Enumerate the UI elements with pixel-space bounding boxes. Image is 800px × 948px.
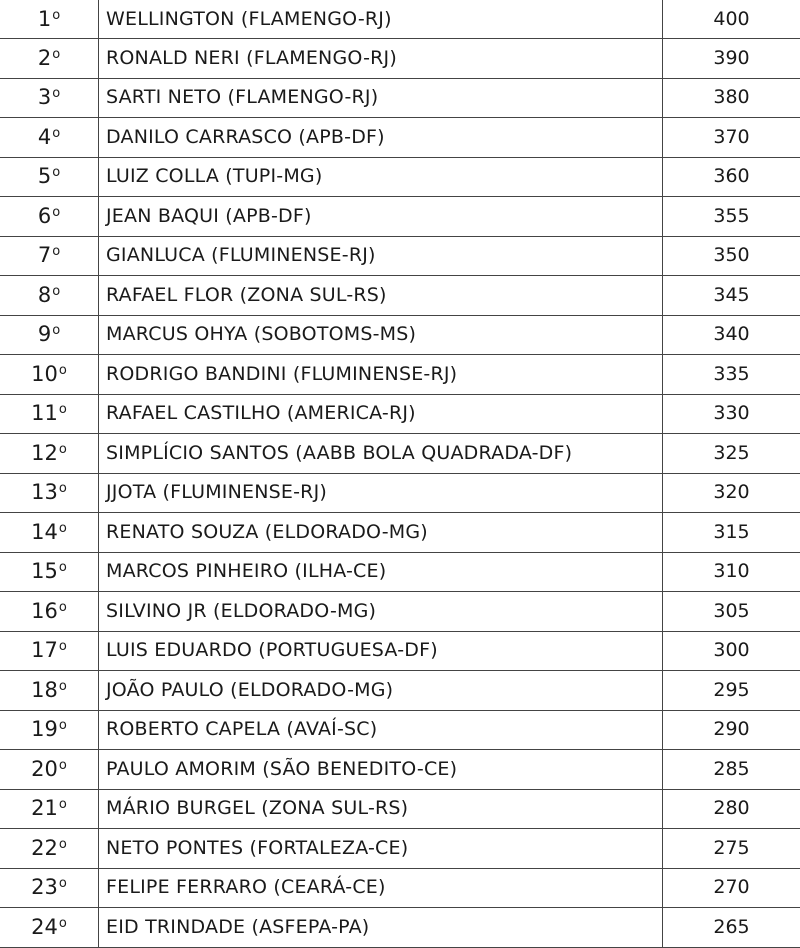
points-cell: 355 xyxy=(663,197,800,237)
table-row xyxy=(0,157,800,197)
table-row xyxy=(0,315,800,355)
position-cell xyxy=(0,473,99,513)
position-cell xyxy=(0,39,99,79)
table-row xyxy=(0,394,800,434)
position-number: 7 xyxy=(38,245,51,266)
points-cell: 380 xyxy=(663,78,800,118)
position-cell xyxy=(0,552,99,592)
table-row xyxy=(0,671,800,711)
ordinal-indicator: o xyxy=(52,284,60,299)
points-cell: 390 xyxy=(663,39,800,79)
position-number: 17 xyxy=(31,640,58,661)
ordinal-indicator: o xyxy=(59,600,67,615)
table-row xyxy=(0,513,800,553)
player-name-cell: PAULO AMORIM (SÃO BENEDITO-CE) xyxy=(99,750,663,790)
table-row xyxy=(0,829,800,869)
position-number: 12 xyxy=(31,443,58,464)
position-number: 5 xyxy=(38,166,51,187)
player-name-cell: EID TRINDADE (ASFEPA-PA) xyxy=(99,908,663,948)
ordinal-indicator: o xyxy=(59,679,67,694)
table-row xyxy=(0,434,800,474)
player-name-cell: MARCUS OHYA (SOBOTOMS-MS) xyxy=(99,315,663,355)
player-name-cell: SIMPLÍCIO SANTOS (AABB BOLA QUADRADA-DF) xyxy=(99,434,663,474)
points-cell: 295 xyxy=(663,671,800,711)
ordinal-indicator: o xyxy=(59,481,67,496)
position-cell xyxy=(0,513,99,553)
points-cell: 340 xyxy=(663,315,800,355)
table-row xyxy=(0,631,800,671)
player-name-cell: RONALD NERI (FLAMENGO-RJ) xyxy=(99,39,663,79)
points-cell: 290 xyxy=(663,710,800,750)
position-number: 1 xyxy=(38,9,51,30)
position-cell xyxy=(0,434,99,474)
position-number: 14 xyxy=(31,522,58,543)
position-number: 3 xyxy=(38,87,51,108)
table-row xyxy=(0,868,800,908)
table-row xyxy=(0,236,800,276)
player-name-cell: RENATO SOUZA (ELDORADO-MG) xyxy=(99,513,663,553)
position-cell xyxy=(0,0,99,39)
position-cell xyxy=(0,236,99,276)
table-row xyxy=(0,473,800,513)
position-number: 21 xyxy=(31,798,58,819)
player-name-cell: ROBERTO CAPELA (AVAÍ-SC) xyxy=(99,710,663,750)
table-row xyxy=(0,197,800,237)
player-name-cell: FELIPE FERRARO (CEARÁ-CE) xyxy=(99,868,663,908)
points-cell: 280 xyxy=(663,789,800,829)
ordinal-indicator: o xyxy=(52,86,60,101)
table-row xyxy=(0,710,800,750)
table-row xyxy=(0,592,800,632)
player-name-cell: DANILO CARRASCO (APB-DF) xyxy=(99,118,663,158)
points-cell: 370 xyxy=(663,118,800,158)
ordinal-indicator: o xyxy=(59,560,67,575)
position-cell xyxy=(0,671,99,711)
ordinal-indicator: o xyxy=(52,244,60,259)
points-cell: 400 xyxy=(663,0,800,39)
points-cell: 285 xyxy=(663,750,800,790)
position-cell xyxy=(0,631,99,671)
position-number: 16 xyxy=(31,601,58,622)
position-number: 6 xyxy=(38,206,51,227)
player-name-cell: MÁRIO BURGEL (ZONA SUL-RS) xyxy=(99,789,663,829)
points-cell: 305 xyxy=(663,592,800,632)
player-name-cell: NETO PONTES (FORTALEZA-CE) xyxy=(99,829,663,869)
player-name-cell: LUIZ COLLA (TUPI-MG) xyxy=(99,157,663,197)
ordinal-indicator: o xyxy=(59,442,67,457)
position-number: 24 xyxy=(31,917,58,938)
position-cell xyxy=(0,789,99,829)
position-cell xyxy=(0,394,99,434)
table-row xyxy=(0,276,800,316)
ordinal-indicator: o xyxy=(52,126,60,141)
position-cell xyxy=(0,78,99,118)
position-cell xyxy=(0,908,99,948)
position-cell xyxy=(0,592,99,632)
position-number: 9 xyxy=(38,324,51,345)
player-name-cell: JEAN BAQUI (APB-DF) xyxy=(99,197,663,237)
player-name-cell: LUIS EDUARDO (PORTUGUESA-DF) xyxy=(99,631,663,671)
player-name-cell: WELLINGTON (FLAMENGO-RJ) xyxy=(99,0,663,39)
table-row xyxy=(0,789,800,829)
position-cell xyxy=(0,829,99,869)
position-cell xyxy=(0,118,99,158)
table-row xyxy=(0,78,800,118)
position-number: 11 xyxy=(31,403,58,424)
ordinal-indicator: o xyxy=(52,8,60,23)
ordinal-indicator: o xyxy=(59,639,67,654)
ordinal-indicator: o xyxy=(59,521,67,536)
ordinal-indicator: o xyxy=(52,47,60,62)
position-number: 2 xyxy=(38,48,51,69)
ordinal-indicator: o xyxy=(59,363,67,378)
player-name-cell: RAFAEL CASTILHO (AMERICA-RJ) xyxy=(99,394,663,434)
table-row xyxy=(0,0,800,39)
points-cell: 350 xyxy=(663,236,800,276)
ordinal-indicator: o xyxy=(59,876,67,891)
points-cell: 320 xyxy=(663,473,800,513)
table-row xyxy=(0,118,800,158)
player-name-cell: JOÃO PAULO (ELDORADO-MG) xyxy=(99,671,663,711)
points-cell: 330 xyxy=(663,394,800,434)
points-cell: 265 xyxy=(663,908,800,948)
table-row xyxy=(0,552,800,592)
player-name-cell: RODRIGO BANDINI (FLUMINENSE-RJ) xyxy=(99,355,663,395)
points-cell: 345 xyxy=(663,276,800,316)
points-cell: 315 xyxy=(663,513,800,553)
ordinal-indicator: o xyxy=(59,837,67,852)
position-cell xyxy=(0,197,99,237)
position-number: 8 xyxy=(38,285,51,306)
position-cell xyxy=(0,355,99,395)
position-number: 10 xyxy=(31,364,58,385)
player-name-cell: JJOTA (FLUMINENSE-RJ) xyxy=(99,473,663,513)
position-number: 22 xyxy=(31,838,58,859)
position-number: 23 xyxy=(31,877,58,898)
table-row xyxy=(0,39,800,79)
points-cell: 310 xyxy=(663,552,800,592)
position-number: 19 xyxy=(31,719,58,740)
player-name-cell: RAFAEL FLOR (ZONA SUL-RS) xyxy=(99,276,663,316)
points-cell: 270 xyxy=(663,868,800,908)
points-cell: 335 xyxy=(663,355,800,395)
ordinal-indicator: o xyxy=(52,323,60,338)
ordinal-indicator: o xyxy=(59,797,67,812)
player-name-cell: MARCOS PINHEIRO (ILHA-CE) xyxy=(99,552,663,592)
ordinal-indicator: o xyxy=(59,402,67,417)
table-row xyxy=(0,750,800,790)
ordinal-indicator: o xyxy=(52,205,60,220)
points-cell: 360 xyxy=(663,157,800,197)
position-cell xyxy=(0,868,99,908)
ordinal-indicator: o xyxy=(59,718,67,733)
ordinal-indicator: o xyxy=(59,758,67,773)
player-name-cell: SARTI NETO (FLAMENGO-RJ) xyxy=(99,78,663,118)
points-cell: 325 xyxy=(663,434,800,474)
position-cell xyxy=(0,276,99,316)
points-cell: 300 xyxy=(663,631,800,671)
points-cell: 275 xyxy=(663,829,800,869)
position-cell xyxy=(0,710,99,750)
position-number: 4 xyxy=(38,127,51,148)
position-number: 18 xyxy=(31,680,58,701)
player-name-cell: SILVINO JR (ELDORADO-MG) xyxy=(99,592,663,632)
ordinal-indicator: o xyxy=(52,165,60,180)
table-row xyxy=(0,355,800,395)
position-number: 20 xyxy=(31,759,58,780)
player-name-cell: GIANLUCA (FLUMINENSE-RJ) xyxy=(99,236,663,276)
position-cell xyxy=(0,157,99,197)
table-row xyxy=(0,908,800,948)
position-number: 13 xyxy=(31,482,58,503)
position-cell xyxy=(0,315,99,355)
ordinal-indicator: o xyxy=(59,916,67,931)
position-cell xyxy=(0,750,99,790)
position-number: 15 xyxy=(31,561,58,582)
